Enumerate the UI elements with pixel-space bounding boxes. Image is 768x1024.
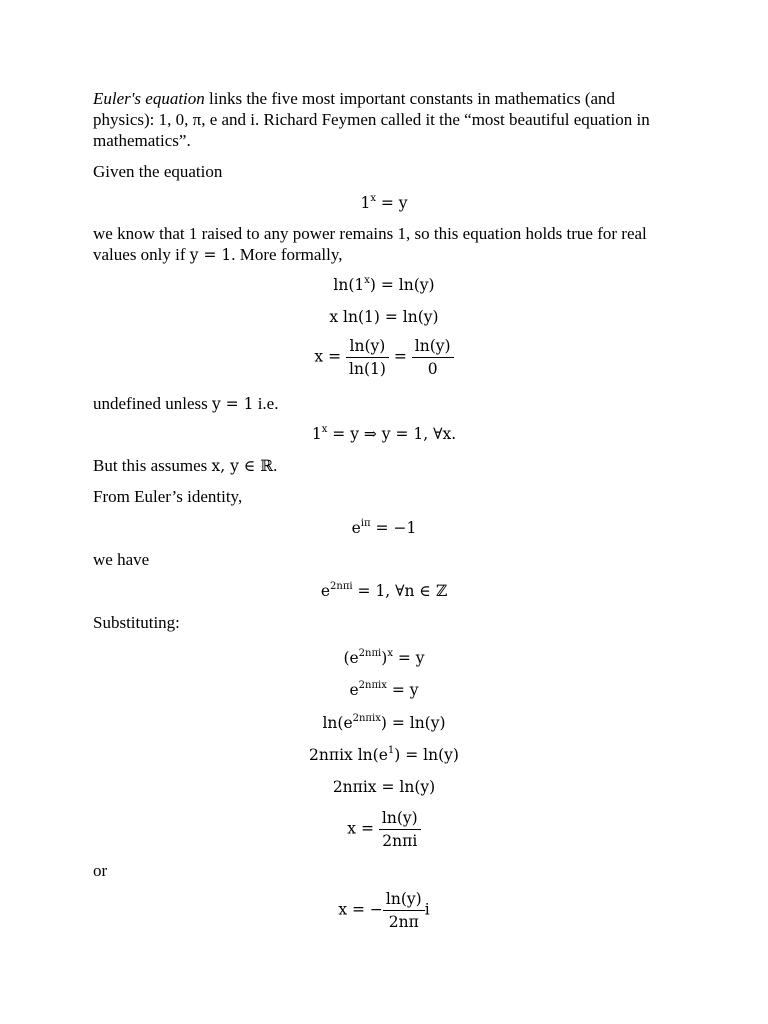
eq7-base: e	[320, 582, 331, 600]
eq4-equals: =	[393, 347, 407, 366]
equation-8	[0, 648, 768, 668]
eq7-exponent: 2nπi	[330, 581, 353, 592]
eq6-base: e	[351, 519, 361, 537]
equation-5: $1^x = y$ ⇒ y = 1, ∀x.	[311, 424, 457, 443]
intro-term: Euler's equation	[93, 89, 205, 108]
equation-12: 2nπix = ln(y)	[332, 778, 436, 796]
or-text: or	[93, 861, 108, 880]
eq8-rest: = y	[392, 649, 425, 667]
eq13-fraction	[379, 808, 421, 851]
undefined-paragraph	[93, 393, 673, 415]
explanation-text-a: we know that 1 raised to any power remains 1, so this equation holds true for real values only if	[93, 224, 647, 264]
eq10-exponent: 2nπix	[352, 713, 381, 724]
equation-11	[0, 745, 768, 765]
eq6-exponent: iπ	[360, 518, 371, 529]
eq14-denominator: 2nπ	[383, 910, 425, 932]
intro-text: links the five most important constants in mathematics (and physics): 1, 0, π, e and i. Richard Feymen called it the “most beautiful equation in mathematics”.	[93, 89, 650, 150]
eq14-suffix: i	[424, 900, 430, 919]
equation-13	[0, 808, 768, 851]
assumes-math: x, y ∈ ℝ	[211, 457, 274, 475]
eq8-close: )	[381, 649, 388, 667]
explanation-paragraph	[93, 223, 673, 266]
assumes-paragraph	[93, 455, 673, 477]
eq4-denominator-2: 0	[412, 357, 454, 379]
eq4-fraction-1	[346, 336, 389, 379]
eq9-rest: = y	[386, 681, 419, 699]
assumes-text-a: But this assumes	[93, 456, 212, 475]
equation-14	[0, 889, 768, 932]
substituting-text: Substituting:	[93, 613, 180, 632]
eq7-rest: = 1, ∀n ∈ ℤ	[352, 582, 448, 600]
equation-1: $1^x = y$	[360, 193, 408, 212]
eq4-denominator-1: ln(1)	[346, 357, 389, 379]
eq10-post: ) = ln(y)	[380, 714, 446, 732]
equation-10	[0, 713, 768, 733]
eq11-post: ) = ln(y)	[394, 746, 459, 764]
equation-6	[0, 518, 768, 538]
equation-7	[0, 581, 768, 601]
eq10-pre: ln(e	[322, 714, 353, 732]
undefined-text-a: undefined unless	[93, 394, 212, 413]
explanation-text-c: . More formally,	[231, 245, 343, 264]
equation-9	[0, 680, 768, 700]
eq8-open: (e	[343, 649, 359, 667]
undefined-text-c: i.e.	[253, 394, 279, 413]
eq8-inner-exponent: 2nπi	[358, 648, 382, 659]
eq9-exponent: 2nπix	[358, 680, 387, 691]
explanation-math: y = 1	[189, 246, 232, 264]
eq11-exponent: 1	[387, 745, 395, 756]
we-have-text: we have	[93, 550, 150, 569]
eq13-numerator: ln(y)	[381, 809, 418, 827]
eq9-base: e	[349, 681, 359, 699]
assumes-text-c: .	[273, 456, 278, 475]
given-text: Given the equation	[93, 162, 223, 181]
eq4-numerator-2: ln(y)	[414, 337, 451, 355]
eq4-fraction-2	[412, 336, 454, 379]
eq4-lhs: x =	[314, 347, 342, 366]
eq14-fraction	[383, 889, 425, 932]
equation-3: x ln(1) = ln(y)	[329, 308, 439, 326]
eq6-rest: = −1	[370, 519, 417, 537]
eq14-lhs: x = −	[338, 900, 383, 919]
eq13-denominator: 2nπi	[379, 829, 421, 851]
equation-2: $\ln(1^x) = \ln(y)$	[333, 275, 435, 294]
from-euler-text: From Euler’s identity,	[93, 487, 243, 506]
eq8-outer-exponent: x	[387, 648, 393, 659]
undefined-math: y = 1	[211, 395, 254, 413]
equation-4	[0, 336, 768, 379]
eq13-lhs: x =	[347, 819, 374, 838]
eq4-numerator-1: ln(y)	[349, 337, 386, 355]
eq11-pre: 2nπix ln(e	[309, 746, 388, 764]
eq14-numerator: ln(y)	[385, 890, 422, 908]
intro-paragraph	[93, 88, 673, 151]
